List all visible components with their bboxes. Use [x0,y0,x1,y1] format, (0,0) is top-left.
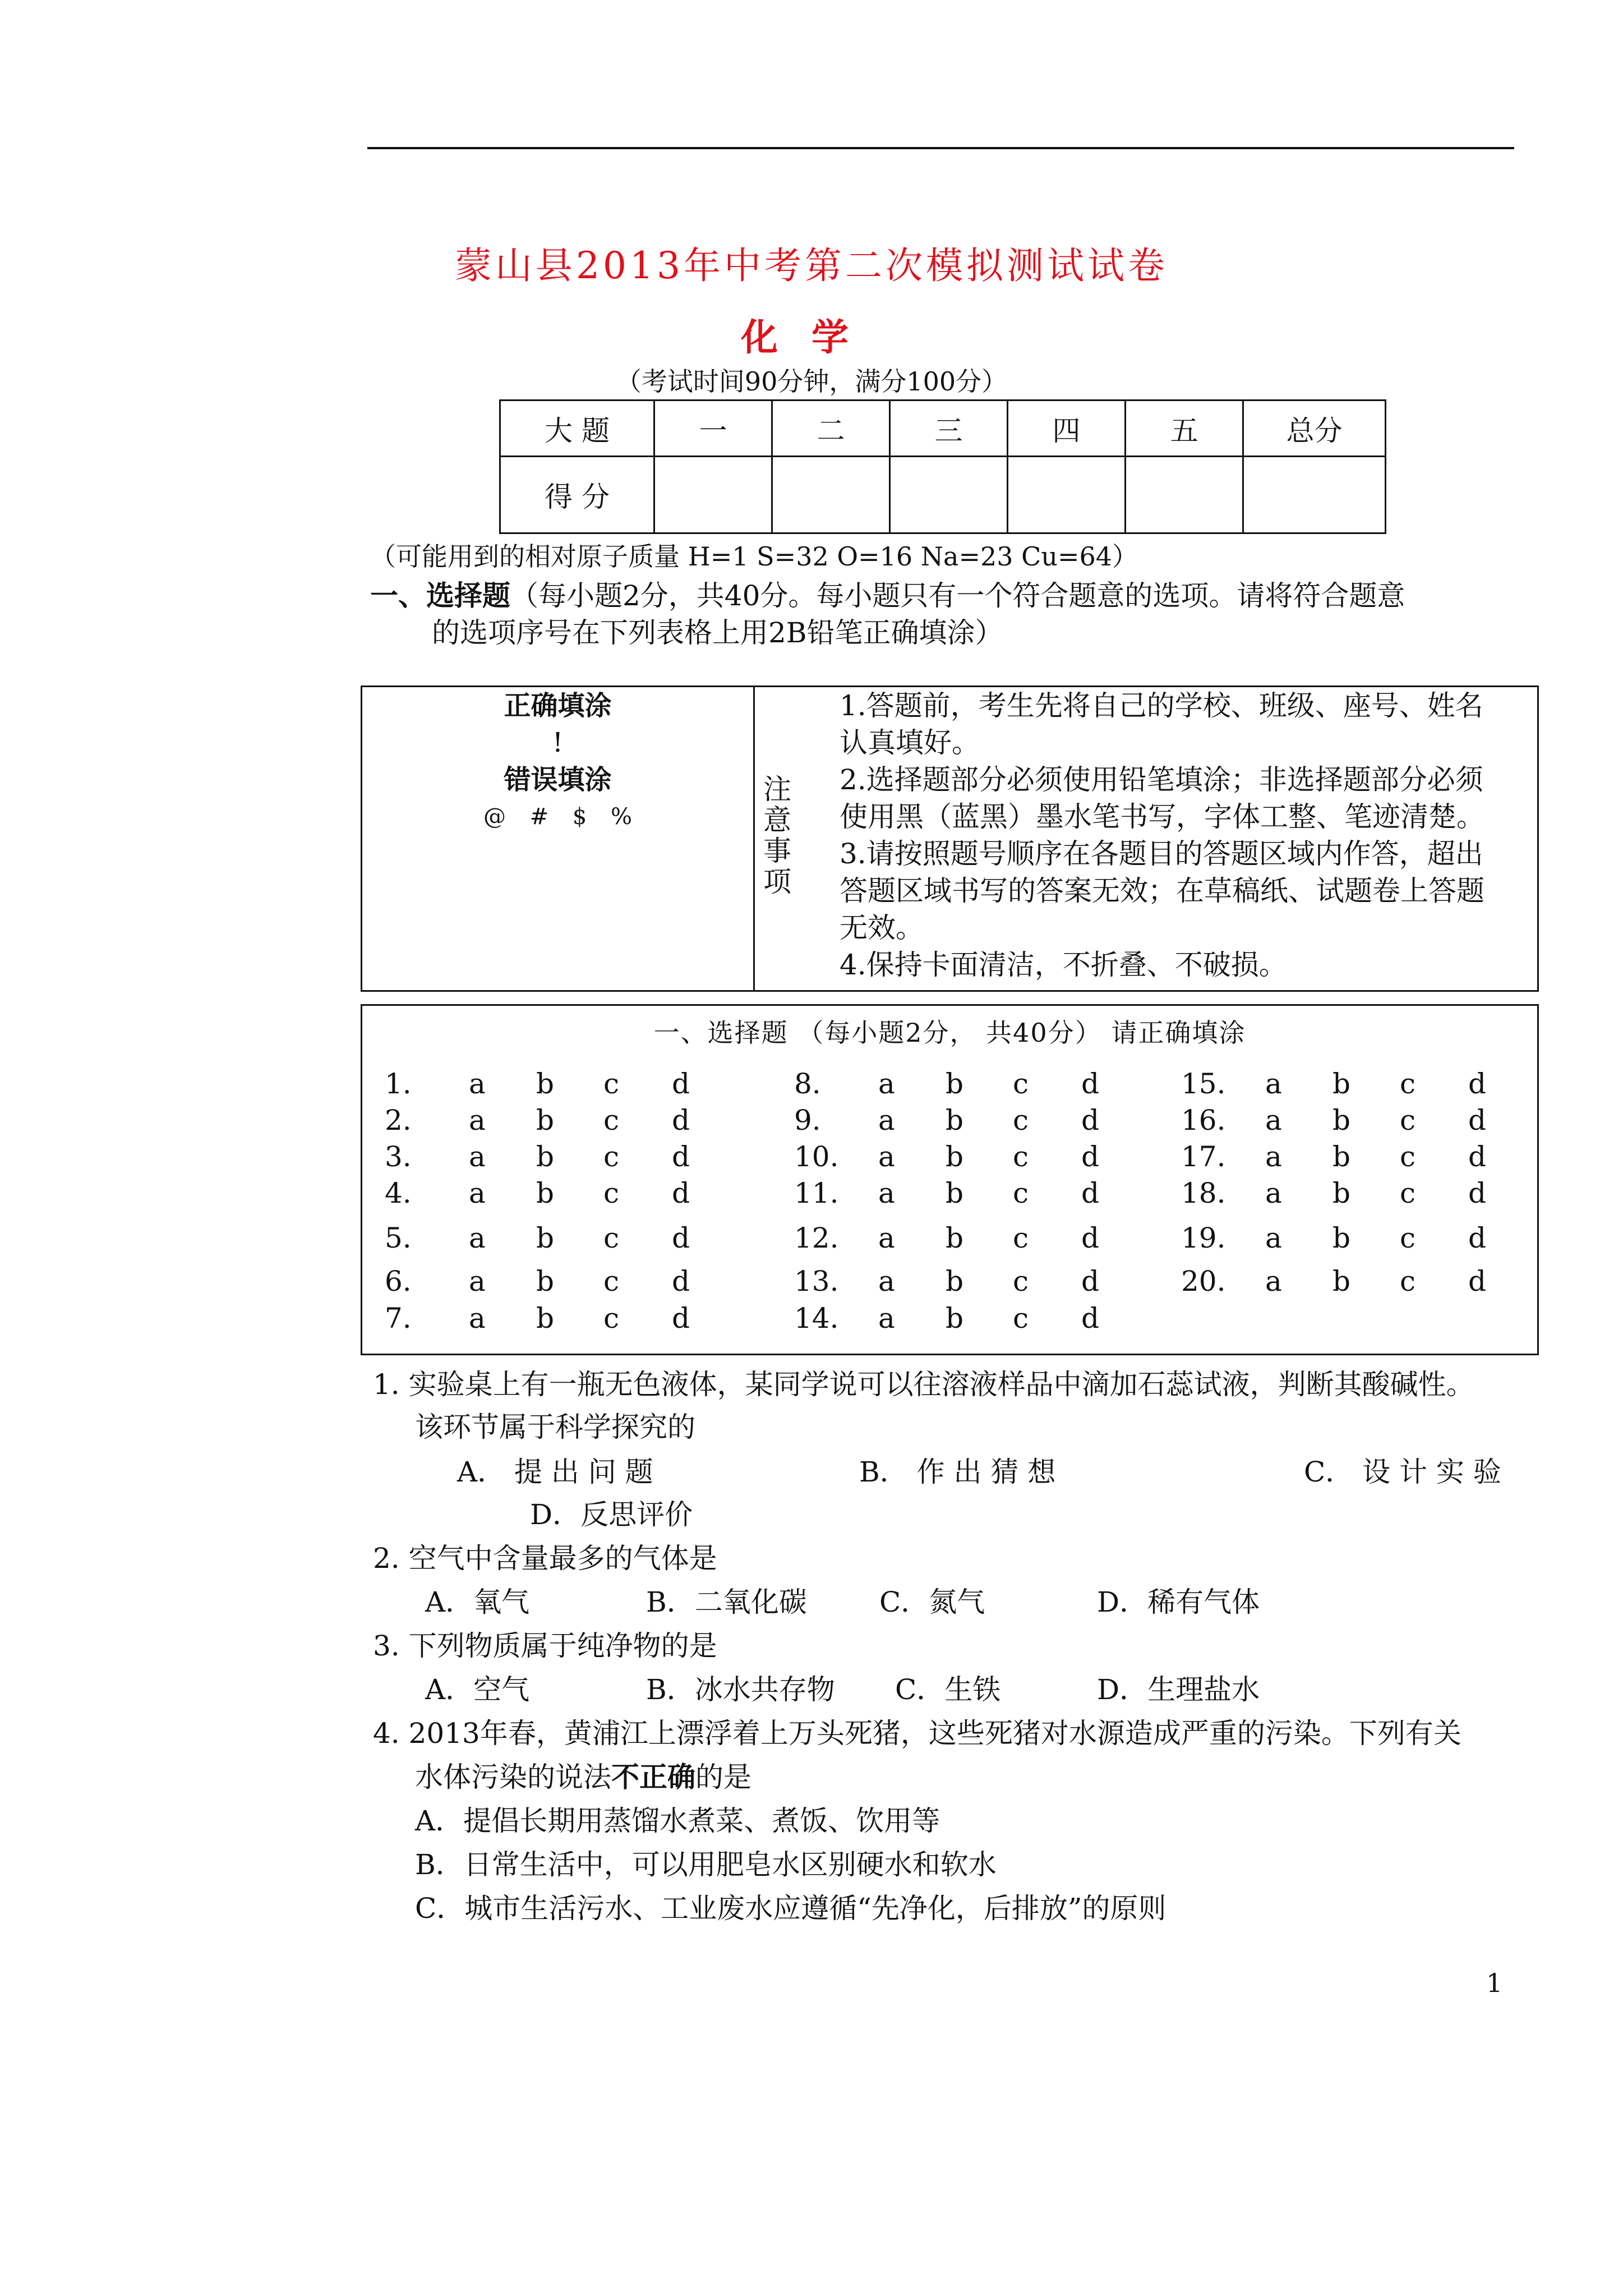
notice-char: 事 [763,835,791,867]
note-line: 使用黑（蓝黑）墨水笔书写，字体工整、笔迹清楚。 [840,800,1484,833]
question-2-option-c[interactable]: C．氮气 [879,1586,985,1618]
answer-option-b[interactable]: b [1332,1222,1351,1254]
subject-title: 化学 [741,315,882,359]
answer-option-b[interactable]: b [1332,1140,1351,1173]
wrong-fill-label: 错误填涂 [504,764,612,795]
section1-desc2: 的选项序号在下列表格上用2B铅笔正确填涂） [432,616,1003,649]
score-row-label: 得 分 [500,457,654,533]
answer-option-b[interactable]: b [536,1222,555,1254]
answer-option-d[interactable]: d [1468,1177,1487,1209]
question-3-option-b[interactable]: B．冰水共存物 [646,1673,835,1706]
question-4-stem-part: 的是 [695,1761,751,1793]
answer-number: 14. [794,1302,839,1335]
answer-number: 4. [385,1177,412,1209]
exam-title: 蒙山县2013年中考第二次模拟测试试卷 [455,244,1168,287]
answer-option-a[interactable]: a [1265,1222,1282,1254]
answer-option-b[interactable]: b [1332,1104,1351,1137]
answer-option-c[interactable]: c [1400,1104,1416,1137]
box-divider [753,687,755,990]
answer-option-d[interactable]: d [1081,1222,1100,1254]
answer-option-b[interactable]: b [536,1302,555,1335]
answer-option-a[interactable]: a [469,1222,486,1254]
exam-time: （考试时间90分钟，满分100分） [615,366,1008,397]
score-header-cell: 一 [654,401,772,457]
answer-number: 5. [385,1222,412,1254]
note-line: 4.保持卡面清洁，不折叠、不破损。 [840,949,1287,981]
answer-number: 19. [1181,1222,1226,1254]
notes-list [840,687,1529,983]
answer-option-b[interactable]: b [536,1265,555,1297]
answer-option-c[interactable]: c [1400,1177,1416,1209]
answer-option-c[interactable]: c [1013,1177,1029,1209]
notice-char: 意 [763,804,791,836]
answer-option-c[interactable]: c [1013,1140,1029,1173]
answer-option-a[interactable]: a [878,1177,895,1209]
answer-option-d[interactable]: d [1081,1302,1100,1335]
note-line: 1.答题前，考生先将自己的学校、班级、座号、姓名 [840,689,1483,722]
answer-option-c[interactable]: c [1013,1068,1029,1100]
answer-option-a[interactable]: a [878,1302,895,1335]
answer-option-a[interactable]: a [878,1104,895,1137]
score-table [499,399,1386,534]
note-line: 答题区域书写的答案无效；在草稿纸、试题卷上答题 [840,875,1484,907]
answer-option-a[interactable]: a [1265,1140,1282,1173]
score-cell[interactable] [1126,457,1243,533]
question-4-emphasis: 不正确 [611,1760,695,1793]
score-cell[interactable] [1008,457,1126,533]
answer-option-d[interactable]: d [1081,1104,1100,1137]
answer-option-b[interactable]: b [946,1222,964,1254]
atomic-masses: （可能用到的相对原子质量 H=1 S=32 O=16 Na=23 Cu=64） [370,541,1138,572]
answer-option-b[interactable]: b [536,1068,555,1100]
answer-option-a[interactable]: a [469,1104,486,1137]
notice-char: 项 [763,866,791,898]
question-1-option-c[interactable]: C． 设 计 实 验 [1304,1456,1501,1488]
header-rule [367,147,1514,149]
answer-number: 12. [794,1222,839,1254]
question-3-stem: 3. 下列物质属于纯净物的是 [373,1630,717,1662]
section1-num: 一、 [370,579,426,612]
answer-option-c[interactable]: c [603,1068,620,1100]
answer-option-b[interactable]: b [946,1265,964,1297]
question-3-option-c[interactable]: C．生铁 [895,1673,1001,1706]
answer-option-d[interactable]: d [1468,1140,1487,1173]
answer-option-d[interactable]: d [1468,1068,1487,1100]
question-2-option-d[interactable]: D．稀有气体 [1097,1586,1260,1618]
answer-option-b[interactable]: b [946,1068,964,1100]
note-line: 无效。 [840,912,924,944]
score-cell[interactable] [1243,457,1386,533]
question-4-stem: 4. 2013年春，黄浦江上漂浮着上万头死猪，这些死猪对水源造成严重的污染。下列有关 [373,1717,1461,1750]
question-3-option-d[interactable]: D．生理盐水 [1097,1673,1260,1706]
answer-option-a[interactable]: a [469,1302,486,1335]
answer-option-b[interactable]: b [946,1104,964,1137]
answer-option-a[interactable]: a [878,1140,895,1173]
answer-option-d[interactable]: d [672,1302,690,1335]
answer-option-b[interactable]: b [946,1302,964,1335]
answer-option-c[interactable]: c [603,1302,620,1335]
answer-number: 3. [385,1140,412,1173]
answer-number: 10. [794,1140,839,1173]
answer-option-d[interactable]: d [1081,1068,1100,1100]
question-1-stem: 1. 实验桌上有一瓶无色液体，某同学说可以往溶液样品中滴加石蕊试液，判断其酸碱性。 [373,1368,1474,1401]
section1-name: 选择题 [426,579,510,612]
answer-option-d[interactable]: d [1468,1265,1487,1297]
correct-fill-label: 正确填涂 [504,690,612,721]
score-header-cell: 大 题 [500,401,654,457]
answer-option-d[interactable]: d [672,1140,690,1173]
answer-option-c[interactable]: c [603,1265,620,1297]
question-4-option-b[interactable]: B．日常生活中，可以用肥皂水区别硬水和软水 [415,1848,997,1881]
answer-sheet-header: 一、选择题 （每小题2分， 共40分） 请正确填涂 [653,1018,1246,1048]
answer-option-a[interactable]: a [469,1265,486,1297]
section1-heading [370,573,1405,614]
score-cell[interactable] [890,457,1008,533]
question-4-option-a[interactable]: A．提倡长期用蒸馏水煮菜、煮饭、饮用等 [415,1805,940,1837]
answer-option-d[interactable]: d [1081,1140,1100,1173]
note-line: 3.请按照题号顺序在各题目的答题区域内作答，超出 [840,838,1483,870]
answer-option-c[interactable]: c [1013,1265,1029,1297]
section1-desc: （每小题2分，共40分。每小题只有一个符合题意的选项。请将符合题意 [510,579,1405,612]
answer-number: 9. [794,1104,821,1137]
answer-number: 8. [794,1068,821,1100]
answer-option-c[interactable]: c [1400,1140,1416,1173]
answer-number: 13. [794,1265,839,1297]
answer-option-c[interactable]: c [603,1104,620,1137]
answer-option-b[interactable]: b [1332,1265,1351,1297]
note-line: 2.选择题部分必须使用铅笔填涂；非选择题部分必须 [840,763,1483,796]
question-1-option-b[interactable]: B． 作 出 猜 想 [859,1456,1056,1488]
answer-option-d[interactable]: d [672,1222,690,1254]
answer-number: 2. [385,1104,412,1137]
answer-option-b[interactable]: b [536,1177,555,1209]
question-2-stem: 2. 空气中含量最多的气体是 [373,1542,717,1575]
answer-option-c[interactable]: c [603,1222,620,1254]
answer-number: 15. [1181,1068,1226,1100]
answer-number: 1. [385,1068,412,1100]
correct-fill-mark: ! [552,727,564,758]
answer-option-a[interactable]: a [1265,1104,1282,1137]
wrong-fill-marks: @ # $ % [483,804,633,830]
question-1-option-a[interactable]: A． 提 出 问 题 [457,1456,653,1488]
answer-number: 16. [1181,1104,1226,1137]
question-1-option-d[interactable]: D．反思评价 [530,1498,693,1531]
answer-number: 18. [1181,1177,1226,1209]
answer-option-d[interactable]: d [1081,1177,1100,1209]
answer-option-c[interactable]: c [603,1177,620,1209]
answer-option-a[interactable]: a [469,1177,486,1209]
fill-example [362,687,753,835]
question-2-option-b[interactable]: B．二氧化碳 [646,1586,807,1618]
score-header-cell: 二 [772,401,890,457]
answer-option-a[interactable]: a [1265,1068,1282,1100]
answer-option-a[interactable]: a [469,1140,486,1173]
answer-option-a[interactable]: a [1265,1265,1282,1297]
answer-option-d[interactable]: d [672,1068,690,1100]
question-4-option-c[interactable]: C．城市生活污水、工业废水应遵循“先净化，后排放”的原则 [415,1892,1166,1925]
question-1-stem-cont: 该环节属于科学探究的 [415,1411,695,1443]
answer-option-b[interactable]: b [946,1140,964,1173]
answer-number: 6. [385,1265,412,1297]
answer-option-d[interactable]: d [672,1265,690,1297]
answer-option-b[interactable]: b [536,1104,555,1137]
question-3-option-a[interactable]: A．空气 [425,1673,530,1706]
notice-title [760,774,794,898]
answer-option-b[interactable]: b [1332,1068,1351,1100]
answer-number: 7. [385,1302,412,1335]
answer-option-c[interactable]: c [1013,1222,1029,1254]
score-header-cell: 总分 [1243,401,1386,457]
answer-number: 11. [794,1177,839,1209]
answer-option-a[interactable]: a [878,1222,895,1254]
answer-option-d[interactable]: d [1081,1265,1100,1297]
answer-option-c[interactable]: c [1013,1104,1029,1137]
answer-option-d[interactable]: d [672,1177,690,1209]
notice-char: 注 [763,773,791,806]
score-cell[interactable] [654,457,772,533]
page-number: 1 [1486,1968,1503,1998]
answer-sheet-box [361,1004,1539,1355]
answer-option-b[interactable]: b [1332,1177,1351,1209]
answer-option-b[interactable]: b [536,1140,555,1173]
answer-option-c[interactable]: c [603,1140,620,1173]
question-4-stem-cont [415,1755,751,1795]
fill-instructions-box [361,685,1539,992]
answer-number: 20. [1181,1265,1226,1297]
score-header-cell: 五 [1126,401,1243,457]
answer-option-a[interactable]: a [878,1265,895,1297]
answer-option-a[interactable]: a [469,1068,486,1100]
answer-option-a[interactable]: a [878,1068,895,1100]
answer-option-d[interactable]: d [1468,1222,1487,1254]
question-2-option-a[interactable]: A．氧气 [425,1586,530,1618]
question-4-stem-part: 水体污染的说法 [415,1761,611,1793]
answer-option-b[interactable]: b [946,1177,964,1209]
answer-option-c[interactable]: c [1400,1068,1416,1100]
note-line: 认真填好。 [840,726,980,759]
answer-option-d[interactable]: d [1468,1104,1487,1137]
score-header-cell: 四 [1008,401,1126,457]
answer-number: 17. [1181,1140,1226,1173]
score-header-cell: 三 [890,401,1008,457]
answer-option-d[interactable]: d [672,1104,690,1137]
answer-option-c[interactable]: c [1013,1302,1029,1335]
answer-option-c[interactable]: c [1400,1222,1416,1254]
answer-option-a[interactable]: a [1265,1177,1282,1209]
answer-option-c[interactable]: c [1400,1265,1416,1297]
score-cell[interactable] [772,457,890,533]
